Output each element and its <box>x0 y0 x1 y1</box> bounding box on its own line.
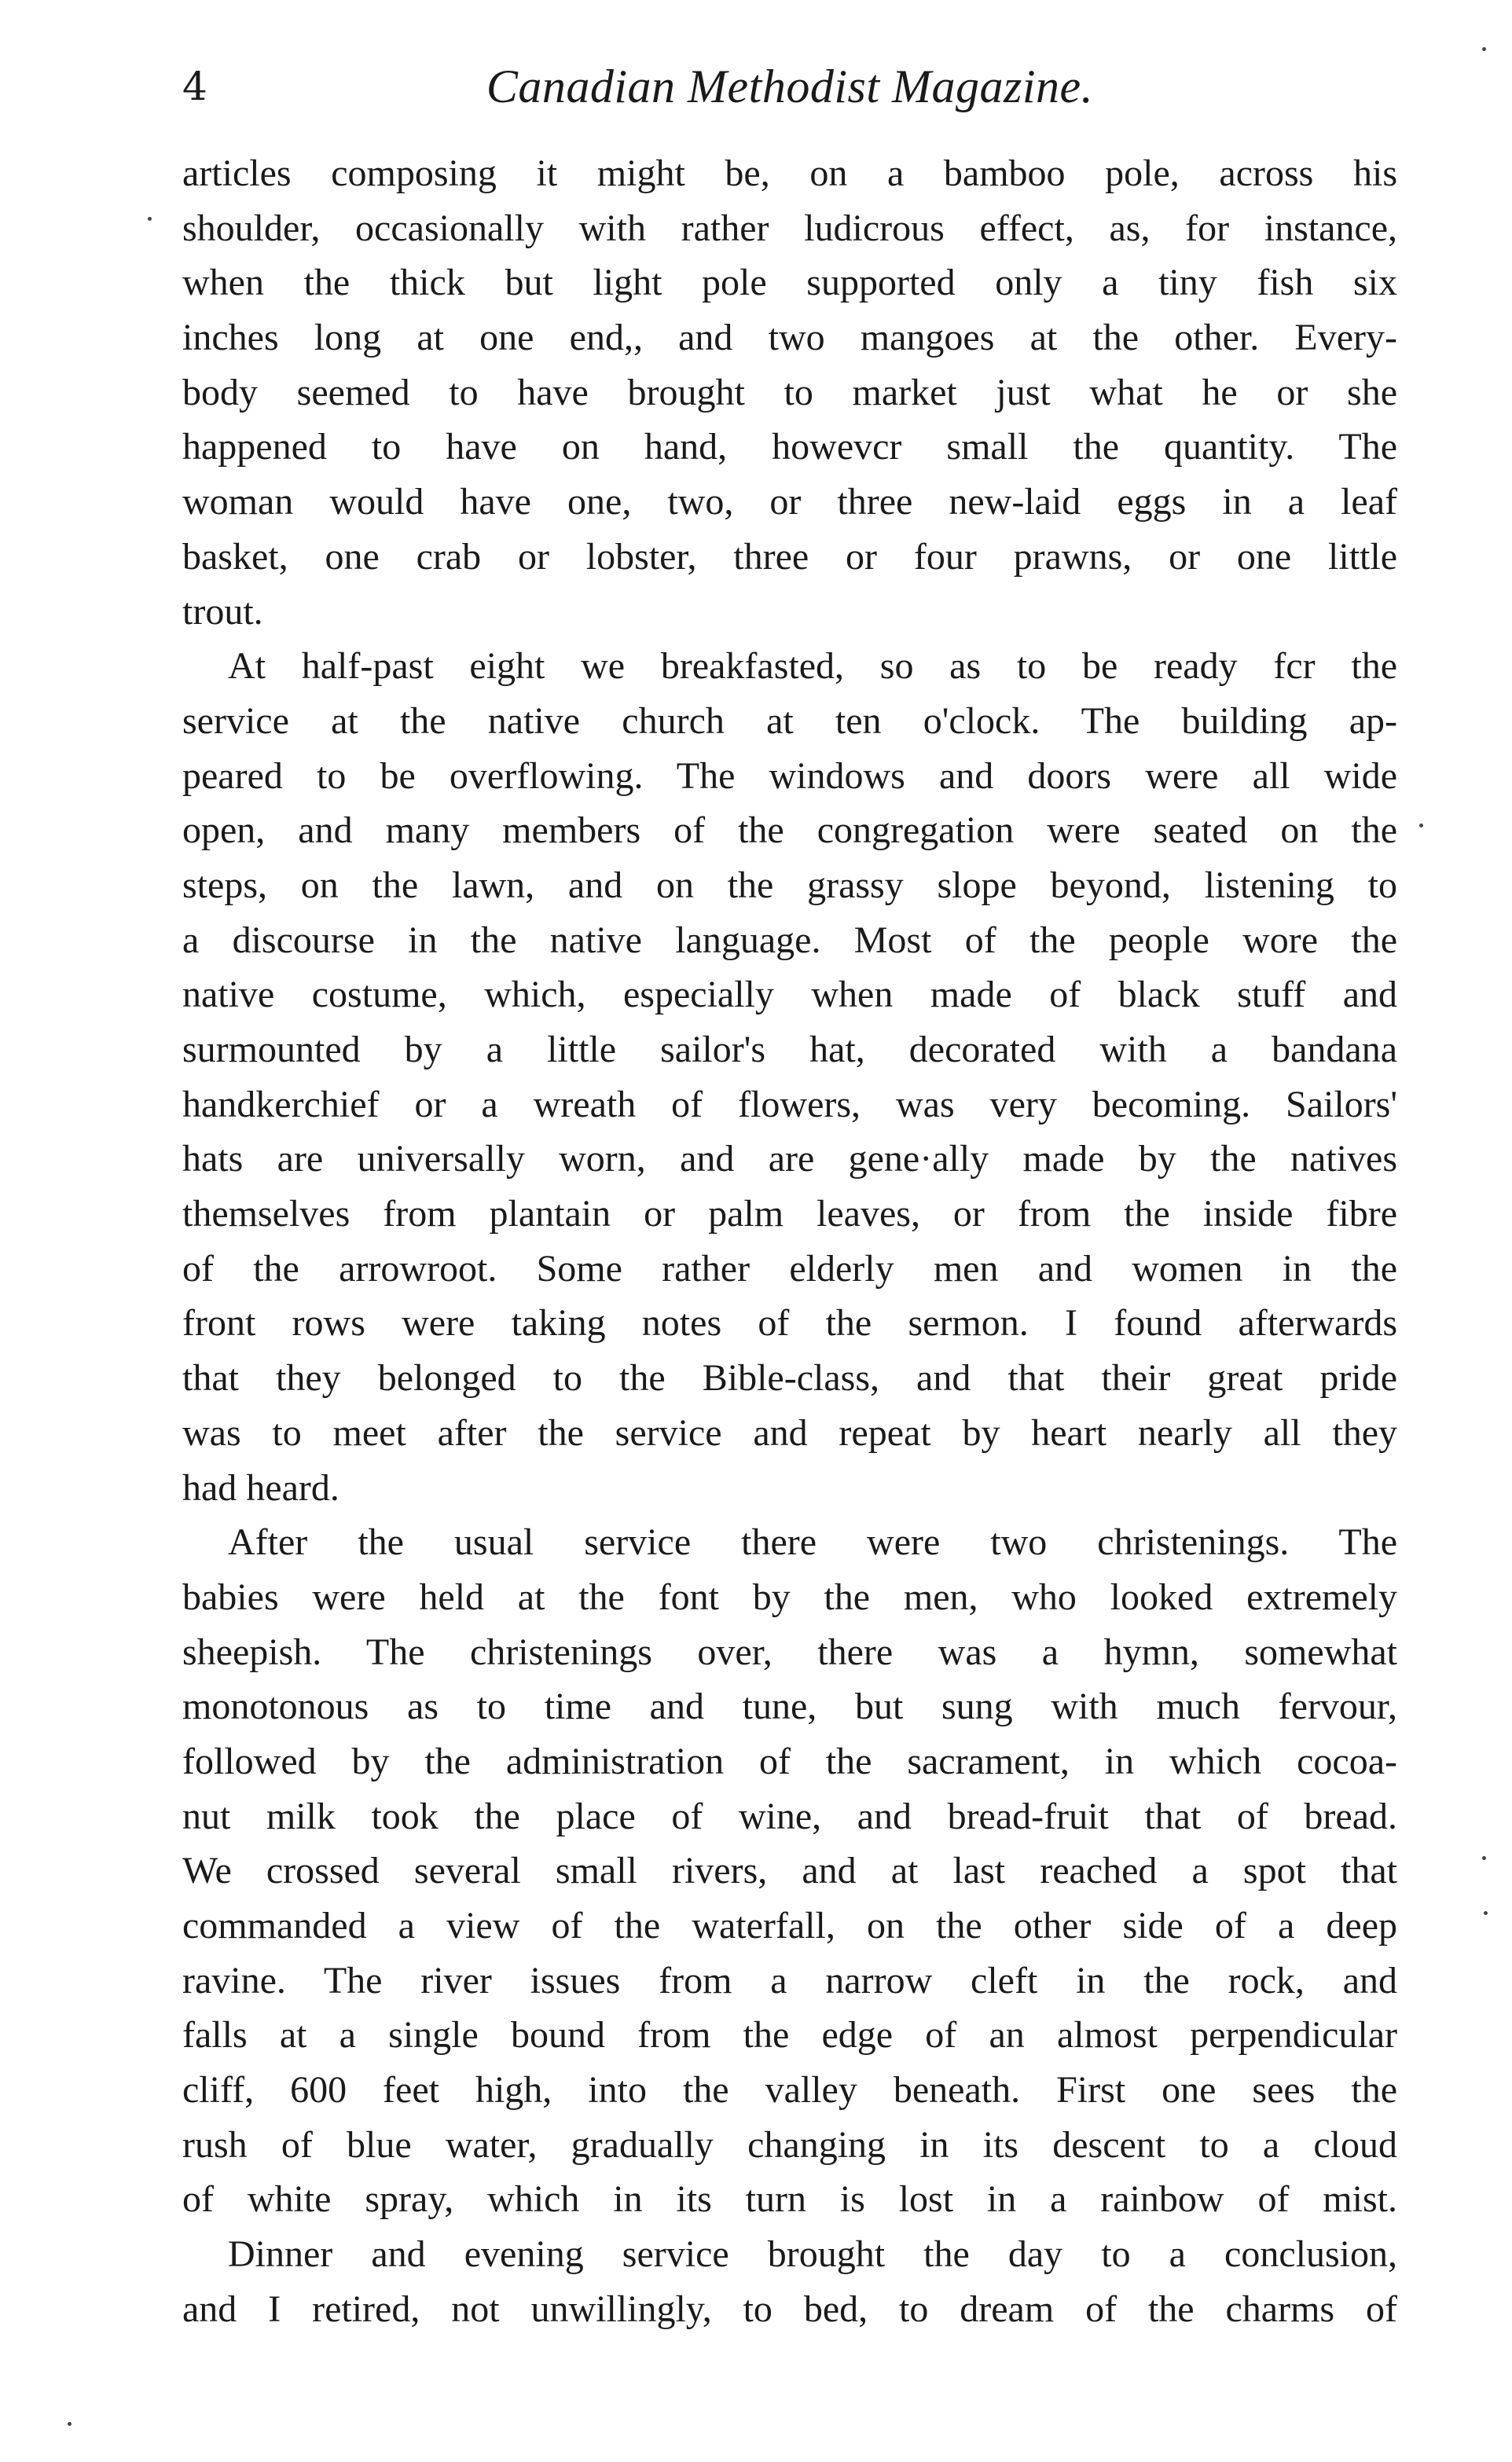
text-line: cliff, 600 feet high, into the valley beneath. First one sees the <box>182 2069 1397 2112</box>
text-line: nut milk took the place of wine, and bread-fruit that of bread. <box>182 1795 1397 1837</box>
page-header <box>182 57 1397 127</box>
text-line: inches long at one end,, and two mangoes at the other. Every- <box>182 317 1397 359</box>
text-line: and I retired, not unwillingly, to bed, to dream of the charms of <box>182 2288 1397 2330</box>
text-line: After the usual service there were two christenings. The <box>228 1521 1397 1564</box>
text-line: articles composing it might be, on a bamboo pole, across his <box>182 152 1397 194</box>
text-line: babies were held at the font by the men, who looked extremely <box>182 1576 1397 1618</box>
text-line: trout. <box>182 590 263 633</box>
text-line: front rows were taking notes of the sermon. I found afterwards <box>182 1302 1397 1345</box>
text-line: basket, one crab or lobster, three or four prawns, or one little <box>182 535 1397 578</box>
text-line: hats are universally worn, and are gene·ally made by the natives <box>182 1138 1397 1180</box>
text-line: open, and many members of the congregation were seated on the <box>182 809 1397 852</box>
text-line: service at the native church at ten o'clock. The building ap- <box>182 699 1397 742</box>
text-line: happened to have on hand, howevcr small the quantity. The <box>182 426 1397 468</box>
scan-speck <box>1484 1911 1488 1915</box>
page-number: 4 <box>182 64 207 109</box>
text-line: woman would have one, two, or three new-laid eggs in a leaf <box>182 481 1397 523</box>
text-line: peared to be overflowing. The windows and doors were all wide <box>182 754 1397 797</box>
text-line: commanded a view of the waterfall, on the other side of a deep <box>182 1905 1397 1946</box>
text-line: followed by the administration of the sacrament, in which cocoa- <box>182 1740 1397 1782</box>
text-line: of white spray, which in its turn is lost in a rainbow of mist. <box>182 2178 1397 2221</box>
text-line: sheepish. The christenings over, there was a hymn, somewhat <box>182 1631 1397 1673</box>
text-line: steps, on the lawn, and on the grassy slope beyond, listening to <box>182 864 1397 906</box>
running-title: Canadian Methodist Magazine. <box>486 61 1094 112</box>
text-line: falls at a single bound from the edge of an almost perpendicular <box>182 2014 1397 2057</box>
text-line: themselves from plantain or palm leaves, or from the inside fibre <box>182 1193 1397 1235</box>
text-line: had heard. <box>182 1466 339 1509</box>
text-line: that they belonged to the Bible-class, and that their great pride <box>182 1357 1397 1400</box>
text-line: of the arrowroot. Some rather elderly men and women in the <box>182 1247 1397 1290</box>
text-line: when the thick but light pole supported only a tiny fish six <box>182 262 1397 304</box>
text-line: surmounted by a little sailor's hat, decorated with a bandana <box>182 1029 1397 1070</box>
text-line: a discourse in the native language. Most of the people wore the <box>182 919 1397 961</box>
text-line: monotonous as to time and tune, but sung with much fervour, <box>182 1686 1397 1728</box>
text-line: rush of blue water, gradually changing in its descent to a cloud <box>182 2123 1397 2166</box>
text-line: Dinner and evening service brought the day to a conclusion, <box>228 2233 1397 2276</box>
text-line: handkerchief or a wreath of flowers, was very becoming. Sailors' <box>182 1083 1397 1125</box>
body-text <box>182 146 1397 2337</box>
scan-speck <box>1482 1856 1486 1860</box>
text-line: was to meet after the service and repeat by heart nearly all they <box>182 1411 1397 1454</box>
scan-speck <box>68 2422 72 2426</box>
text-line: native costume, which, especially when made of black stuff and <box>182 974 1397 1016</box>
scan-speck <box>1419 824 1423 827</box>
scan-speck <box>1482 47 1486 51</box>
text-line: body seemed to have brought to market just what he or she <box>182 371 1397 413</box>
text-line: At half-past eight we breakfasted, so as to be ready fcr the <box>228 645 1397 688</box>
scan-speck <box>148 217 152 221</box>
text-line: We crossed several small rivers, and at last reached a spot that <box>182 1850 1397 1892</box>
text-line: ravine. The river issues from a narrow cleft in the rock, and <box>182 1959 1397 2002</box>
text-line: shoulder, occasionally with rather ludicrous effect, as, for instance, <box>182 207 1397 249</box>
